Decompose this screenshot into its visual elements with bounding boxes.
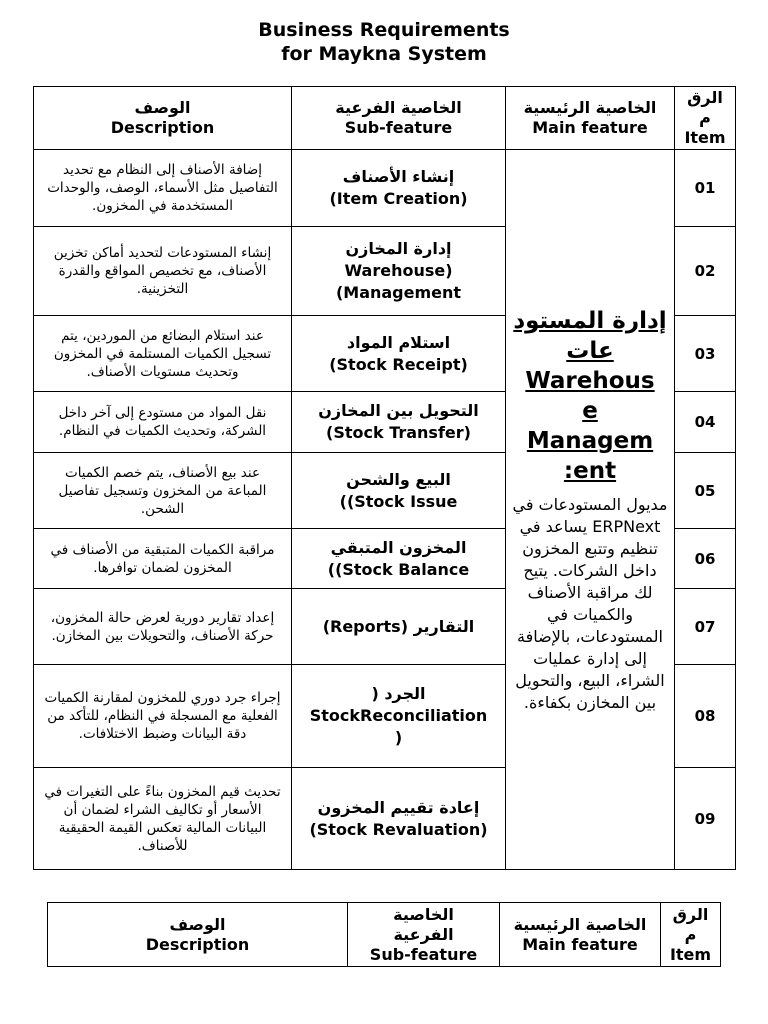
row-sub-feature: استلام المواد (Stock Receipt)	[292, 316, 506, 392]
header-description: الوصف Description	[48, 903, 348, 967]
row-sub-feature: التحويل بين المخازن (Stock Transfer)	[292, 392, 506, 453]
table-header-row	[34, 87, 736, 150]
row-description: عند استلام البضائع من الموردين، يتم تسجيل الكميات المستلمة في المخزون وتحديث مستويات الأصناف.	[34, 316, 292, 392]
row-sub-feature: إعادة تقييم المخزون (Stock Revaluation)	[292, 768, 506, 870]
row-item-number: 05	[675, 453, 736, 529]
row-sub-feature: البيع والشحن ((Stock Issue	[292, 453, 506, 529]
row-item-number: 06	[675, 529, 736, 589]
row-sub-feature: إدارة المخازن Warehouse) (Management	[292, 227, 506, 316]
header-item: الرق م Item	[661, 903, 721, 967]
row-description: نقل المواد من مستودع إلى آخر داخل الشركة، وتحديث الكميات في النظام.	[34, 392, 292, 453]
header-main-feature: الخاصية الرئيسية Main feature	[500, 903, 661, 967]
row-sub-feature: المخزون المتبقي ((Stock Balance	[292, 529, 506, 589]
title-line-1: Business Requirements	[258, 19, 510, 41]
row-description: إجراء جرد دوري للمخزون لمقارنة الكميات الفعلية مع المسجلة في النظام، للتأكد من دقة البيانات وضبط الاختلافات.	[34, 665, 292, 768]
main-feature-description: مديول المستودعات في ERPNext يساعد في تنظيم وتتبع المخزون داخل الشركات. يتيح لك مراقبة الأصناف والكميات في المستودعات، بالإضافة إلى إدارة عمليات الشراء، البيع، والتحويل بين المخازن بكفاءة.	[512, 494, 668, 712]
row-sub-feature: إنشاء الأصناف (Item Creation)	[292, 150, 506, 227]
row-sub-feature: الجرد ( StockReconciliation )	[292, 665, 506, 768]
row-item-number: 02	[675, 227, 736, 316]
table-header-row	[48, 903, 721, 967]
title-line-2: for Maykna System	[281, 43, 487, 65]
header-main-feature: الخاصية الرئيسية Main feature	[506, 87, 675, 150]
table-row	[34, 150, 736, 227]
header-item: الرق م Item	[675, 87, 736, 150]
row-item-number: 03	[675, 316, 736, 392]
row-description: عند بيع الأصناف، يتم خصم الكميات المباعة من المخزون وتسجيل تفاصيل الشحن.	[34, 453, 292, 529]
main-feature-title: إدارة المستودعات Warehous e Managem :ent	[513, 307, 667, 484]
row-sub-feature: التقارير (Reports)	[292, 589, 506, 665]
row-description: إنشاء المستودعات لتحديد أماكن تخزين الأصناف، مع تخصيص المواقع والقدرة التخزينية.	[34, 227, 292, 316]
row-description: تحديث قيم المخزون بناءً على التغيرات في الأسعار أو تكاليف الشراء لضمان أن البيانات المالية تعكس القيمة الحقيقية للأصناف.	[34, 768, 292, 870]
header-description: الوصف Description	[34, 87, 292, 150]
row-description: إضافة الأصناف إلى النظام مع تحديد التفاصيل مثل الأسماء، الوصف، والوحدات المستخدمة في المخزون.	[34, 150, 292, 227]
header-sub-feature: الخاصية الفرعية Sub-feature	[348, 903, 500, 967]
requirements-table-continued	[47, 902, 721, 967]
row-item-number: 04	[675, 392, 736, 453]
requirements-table	[33, 86, 736, 870]
header-sub-feature: الخاصية الفرعية Sub-feature	[292, 87, 506, 150]
row-item-number: 09	[675, 768, 736, 870]
document-title	[0, 18, 768, 66]
row-item-number: 07	[675, 589, 736, 665]
main-feature-cell	[506, 150, 675, 870]
row-description: مراقبة الكميات المتبقية من الأصناف في المخزون لضمان توافرها.	[34, 529, 292, 589]
row-item-number: 08	[675, 665, 736, 768]
row-description: إعداد تقارير دورية لعرض حالة المخزون، حركة الأصناف، والتحويلات بين المخازن.	[34, 589, 292, 665]
row-item-number: 01	[675, 150, 736, 227]
